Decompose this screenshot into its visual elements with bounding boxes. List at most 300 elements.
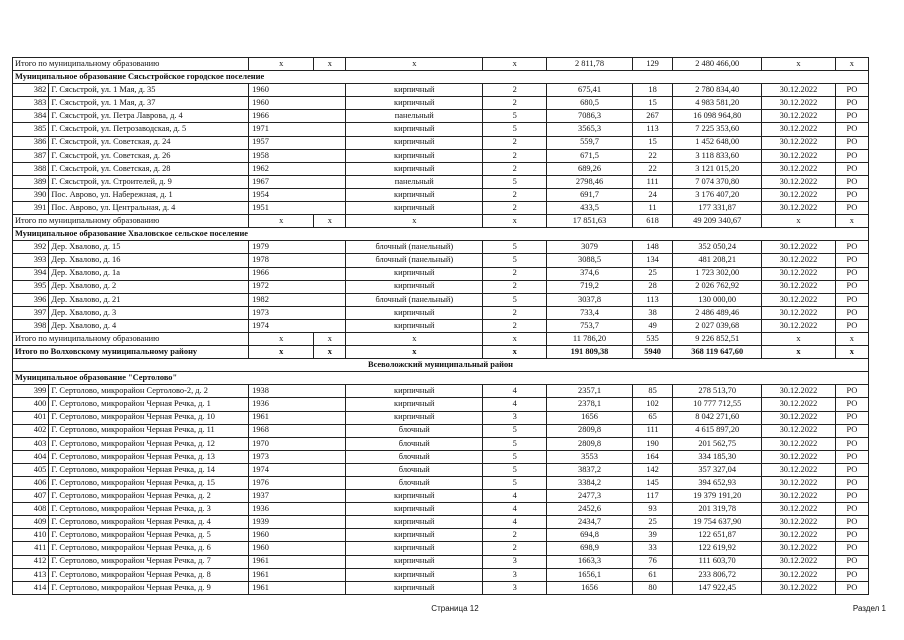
material-cell: блочный (панельный) (346, 254, 483, 267)
address-cell: Г. Сясьстрой, ул. Петрозаводская, д. 5 (49, 123, 249, 136)
table-row (13, 463, 869, 476)
table-row (13, 437, 869, 450)
row-number-cell: 410 (13, 529, 49, 542)
total-x-cell: x (314, 332, 346, 345)
row-number-cell: 397 (13, 306, 49, 319)
table-row (13, 529, 869, 542)
total-x-cell: x (483, 215, 547, 228)
table-row (13, 241, 869, 254)
area-cell: 2434,7 (547, 516, 632, 529)
date-cell: 30.12.2022 (762, 319, 836, 332)
material-cell: блочный (346, 463, 483, 476)
address-cell: Г. Сясьстрой, ул. Советская, д. 24 (49, 136, 249, 149)
row-number-cell: 385 (13, 123, 49, 136)
date-cell: 30.12.2022 (762, 516, 836, 529)
date-cell: 30.12.2022 (762, 149, 836, 162)
cost-cell: 16 098 964,80 (673, 110, 762, 123)
table-row (13, 306, 869, 319)
floors-cell: 2 (483, 267, 547, 280)
municipality-header-row (13, 71, 869, 84)
material-cell: кирпичный (346, 123, 483, 136)
cost-cell: 122 619,92 (673, 542, 762, 555)
table-row (13, 516, 869, 529)
method-cell: РО (835, 503, 868, 516)
table-row (13, 477, 869, 490)
total-label-cell: Итого по муниципальному образованию (13, 332, 249, 345)
address-cell: Дер. Хвалово, д. 3 (49, 306, 249, 319)
address-cell: Пос. Аврово, ул. Набережная, д. 1 (49, 188, 249, 201)
material-cell: панельный (346, 175, 483, 188)
residents-cell: 113 (632, 123, 673, 136)
area-cell: 559,7 (547, 136, 632, 149)
method-cell: РО (835, 306, 868, 319)
row-number-cell: 396 (13, 293, 49, 306)
row-number-cell: 391 (13, 202, 49, 215)
address-cell: Г. Сертолово, микрорайон Черная Речка, д. 3 (49, 503, 249, 516)
address-cell: Г. Сертолово, микрорайон Черная Речка, д. 6 (49, 542, 249, 555)
area-cell: 698,9 (547, 542, 632, 555)
residents-cell: 164 (632, 450, 673, 463)
method-cell: РО (835, 398, 868, 411)
area-cell: 2378,1 (547, 398, 632, 411)
date-cell: 30.12.2022 (762, 411, 836, 424)
area-cell: 2452,6 (547, 503, 632, 516)
total-x-cell: x (835, 215, 868, 228)
row-number-cell: 402 (13, 424, 49, 437)
address-cell: Г. Сясьстрой, ул. 1 Мая, д. 37 (49, 97, 249, 110)
table-row (13, 136, 869, 149)
year-cell: 1973 (249, 306, 346, 319)
table-row (13, 490, 869, 503)
cost-cell: 352 050,24 (673, 241, 762, 254)
total-x-cell: x (249, 332, 314, 345)
material-cell: блочный (346, 424, 483, 437)
row-number-cell: 386 (13, 136, 49, 149)
total-x-cell: x (483, 346, 547, 359)
address-cell: Г. Сертолово, микрорайон Черная Речка, д. 5 (49, 529, 249, 542)
year-cell: 1972 (249, 280, 346, 293)
floors-cell: 3 (483, 411, 547, 424)
total-x-cell: x (835, 346, 868, 359)
material-cell: кирпичный (346, 136, 483, 149)
area-cell: 7086,3 (547, 110, 632, 123)
address-cell: Дер. Хвалово, д. 21 (49, 293, 249, 306)
table-row (13, 123, 869, 136)
total-x-cell: x (762, 346, 836, 359)
municipality-header-row (13, 372, 869, 385)
date-cell: 30.12.2022 (762, 477, 836, 490)
area-cell: 694,8 (547, 529, 632, 542)
row-number-cell: 404 (13, 450, 49, 463)
table-row (13, 188, 869, 201)
floors-cell: 5 (483, 293, 547, 306)
date-cell: 30.12.2022 (762, 490, 836, 503)
row-number-cell: 412 (13, 555, 49, 568)
method-cell: РО (835, 149, 868, 162)
row-number-cell: 390 (13, 188, 49, 201)
method-cell: РО (835, 463, 868, 476)
municipality-header-cell: Муниципальное образование "Сертолово" (13, 372, 869, 385)
residents-cell: 145 (632, 477, 673, 490)
cost-cell: 7 225 353,60 (673, 123, 762, 136)
method-cell: РО (835, 424, 868, 437)
subtotal-row (13, 332, 869, 345)
year-cell: 1960 (249, 84, 346, 97)
total-x-cell: x (314, 215, 346, 228)
year-cell: 1966 (249, 110, 346, 123)
date-cell: 30.12.2022 (762, 162, 836, 175)
date-cell: 30.12.2022 (762, 542, 836, 555)
method-cell: РО (835, 84, 868, 97)
material-cell: кирпичный (346, 490, 483, 503)
table-row (13, 568, 869, 581)
year-cell: 1958 (249, 149, 346, 162)
table-row (13, 175, 869, 188)
cost-cell: 357 327,04 (673, 463, 762, 476)
cost-cell: 481 208,21 (673, 254, 762, 267)
address-cell: Г. Сертолово, микрорайон Черная Речка, д. 13 (49, 450, 249, 463)
table-row (13, 202, 869, 215)
residents-cell: 76 (632, 555, 673, 568)
table-row (13, 450, 869, 463)
address-cell: Г. Сертолово, микрорайон Черная Речка, д. 4 (49, 516, 249, 529)
year-cell: 1938 (249, 385, 346, 398)
address-cell: Г. Сертолово, микрорайон Черная Речка, д. 10 (49, 411, 249, 424)
residents-cell: 28 (632, 280, 673, 293)
district-header-row (13, 359, 869, 372)
cost-cell: 4 615 897,20 (673, 424, 762, 437)
cost-cell: 147 922,45 (673, 581, 762, 594)
method-cell: РО (835, 293, 868, 306)
floors-cell: 5 (483, 463, 547, 476)
material-cell: кирпичный (346, 385, 483, 398)
date-cell: 30.12.2022 (762, 555, 836, 568)
floors-cell: 5 (483, 241, 547, 254)
cost-cell: 1 723 302,00 (673, 267, 762, 280)
area-cell: 374,6 (547, 267, 632, 280)
table-row (13, 542, 869, 555)
table-row (13, 149, 869, 162)
row-number-cell: 383 (13, 97, 49, 110)
date-cell: 30.12.2022 (762, 568, 836, 581)
address-cell: Г. Сертолово, микрорайон Сертолово-2, д. 2 (49, 385, 249, 398)
material-cell: блочный (панельный) (346, 241, 483, 254)
residents-cell: 22 (632, 149, 673, 162)
cost-cell: 233 806,72 (673, 568, 762, 581)
material-cell: кирпичный (346, 97, 483, 110)
floors-cell: 5 (483, 477, 547, 490)
residents-cell: 22 (632, 162, 673, 175)
residents-cell: 39 (632, 529, 673, 542)
total-x-cell: x (346, 346, 483, 359)
section-label: Раздел 1 (852, 604, 886, 613)
address-cell: Г. Сясьстрой, ул. Советская, д. 26 (49, 149, 249, 162)
subtotal-row (13, 58, 869, 71)
area-cell: 3837,2 (547, 463, 632, 476)
address-cell: Пос. Аврово, ул. Центральная, д. 4 (49, 202, 249, 215)
floors-cell: 4 (483, 490, 547, 503)
table-row (13, 293, 869, 306)
residents-cell: 11 (632, 202, 673, 215)
year-cell: 1961 (249, 555, 346, 568)
area-cell: 719,2 (547, 280, 632, 293)
cost-cell: 122 651,87 (673, 529, 762, 542)
total-residents-cell: 5940 (632, 346, 673, 359)
total-cost-cell: 49 209 340,67 (673, 215, 762, 228)
material-cell: кирпичный (346, 319, 483, 332)
floors-cell: 2 (483, 529, 547, 542)
total-x-cell: x (483, 58, 547, 71)
cost-cell: 4 983 581,20 (673, 97, 762, 110)
address-cell: Дер. Хвалово, д. 1а (49, 267, 249, 280)
row-number-cell: 395 (13, 280, 49, 293)
floors-cell: 4 (483, 398, 547, 411)
total-x-cell: x (314, 58, 346, 71)
cost-cell: 278 513,70 (673, 385, 762, 398)
area-cell: 691,7 (547, 188, 632, 201)
residents-cell: 190 (632, 437, 673, 450)
floors-cell: 3 (483, 555, 547, 568)
table-row (13, 254, 869, 267)
residents-cell: 18 (632, 84, 673, 97)
address-cell: Дер. Хвалово, д. 2 (49, 280, 249, 293)
area-cell: 1656 (547, 411, 632, 424)
material-cell: кирпичный (346, 581, 483, 594)
row-number-cell: 405 (13, 463, 49, 476)
residents-cell: 80 (632, 581, 673, 594)
total-x-cell: x (835, 332, 868, 345)
area-cell: 753,7 (547, 319, 632, 332)
table-row (13, 280, 869, 293)
cost-cell: 1 452 648,00 (673, 136, 762, 149)
floors-cell: 4 (483, 516, 547, 529)
row-number-cell: 408 (13, 503, 49, 516)
residents-cell: 15 (632, 136, 673, 149)
address-cell: Дер. Хвалово, д. 15 (49, 241, 249, 254)
date-cell: 30.12.2022 (762, 581, 836, 594)
floors-cell: 4 (483, 385, 547, 398)
address-cell: Г. Сертолово, микрорайон Черная Речка, д. 7 (49, 555, 249, 568)
method-cell: РО (835, 477, 868, 490)
residents-cell: 117 (632, 490, 673, 503)
cost-cell: 8 042 271,60 (673, 411, 762, 424)
method-cell: РО (835, 97, 868, 110)
area-cell: 2809,8 (547, 437, 632, 450)
year-cell: 1976 (249, 477, 346, 490)
housing-register-table (12, 57, 869, 595)
table-row (13, 97, 869, 110)
method-cell: РО (835, 437, 868, 450)
total-area-cell: 17 851,63 (547, 215, 632, 228)
date-cell: 30.12.2022 (762, 463, 836, 476)
row-number-cell: 389 (13, 175, 49, 188)
floors-cell: 2 (483, 149, 547, 162)
year-cell: 1939 (249, 516, 346, 529)
cost-cell: 201 562,75 (673, 437, 762, 450)
method-cell: РО (835, 490, 868, 503)
material-cell: кирпичный (346, 398, 483, 411)
method-cell: РО (835, 123, 868, 136)
row-number-cell: 382 (13, 84, 49, 97)
residents-cell: 111 (632, 175, 673, 188)
date-cell: 30.12.2022 (762, 385, 836, 398)
table-row (13, 267, 869, 280)
method-cell: РО (835, 202, 868, 215)
year-cell: 1978 (249, 254, 346, 267)
grand-total-row (13, 346, 869, 359)
material-cell: блочный (346, 437, 483, 450)
area-cell: 1656,1 (547, 568, 632, 581)
row-number-cell: 394 (13, 267, 49, 280)
floors-cell: 2 (483, 319, 547, 332)
material-cell: блочный (346, 477, 483, 490)
address-cell: Г. Сясьстрой, ул. 1 Мая, д. 35 (49, 84, 249, 97)
cost-cell: 10 777 712,55 (673, 398, 762, 411)
area-cell: 3088,5 (547, 254, 632, 267)
method-cell: РО (835, 188, 868, 201)
cost-cell: 2 486 489,46 (673, 306, 762, 319)
row-number-cell: 401 (13, 411, 49, 424)
date-cell: 30.12.2022 (762, 188, 836, 201)
floors-cell: 3 (483, 581, 547, 594)
year-cell: 1937 (249, 490, 346, 503)
material-cell: кирпичный (346, 188, 483, 201)
municipality-header-cell: Муниципальное образование Хваловское сельское поселение (13, 228, 869, 241)
residents-cell: 134 (632, 254, 673, 267)
material-cell: кирпичный (346, 84, 483, 97)
subtotal-row (13, 215, 869, 228)
area-cell: 733,4 (547, 306, 632, 319)
address-cell: Дер. Хвалово, д. 4 (49, 319, 249, 332)
method-cell: РО (835, 162, 868, 175)
material-cell: кирпичный (346, 411, 483, 424)
year-cell: 1966 (249, 267, 346, 280)
floors-cell: 5 (483, 175, 547, 188)
total-x-cell: x (346, 332, 483, 345)
cost-cell: 3 118 833,60 (673, 149, 762, 162)
residents-cell: 25 (632, 516, 673, 529)
residents-cell: 61 (632, 568, 673, 581)
year-cell: 1982 (249, 293, 346, 306)
address-cell: Г. Сертолово, микрорайон Черная Речка, д. 8 (49, 568, 249, 581)
cost-cell: 177 331,87 (673, 202, 762, 215)
material-cell: кирпичный (346, 162, 483, 175)
date-cell: 30.12.2022 (762, 241, 836, 254)
year-cell: 1957 (249, 136, 346, 149)
cost-cell: 3 176 407,20 (673, 188, 762, 201)
year-cell: 1973 (249, 450, 346, 463)
residents-cell: 267 (632, 110, 673, 123)
date-cell: 30.12.2022 (762, 136, 836, 149)
area-cell: 680,5 (547, 97, 632, 110)
cost-cell: 19 379 191,20 (673, 490, 762, 503)
row-number-cell: 392 (13, 241, 49, 254)
row-number-cell: 407 (13, 490, 49, 503)
table-row (13, 84, 869, 97)
date-cell: 30.12.2022 (762, 503, 836, 516)
date-cell: 30.12.2022 (762, 254, 836, 267)
table-row (13, 385, 869, 398)
total-x-cell: x (346, 215, 483, 228)
material-cell: кирпичный (346, 306, 483, 319)
date-cell: 30.12.2022 (762, 267, 836, 280)
floors-cell: 5 (483, 254, 547, 267)
residents-cell: 102 (632, 398, 673, 411)
floors-cell: 4 (483, 503, 547, 516)
year-cell: 1961 (249, 581, 346, 594)
total-cost-cell: 9 226 852,51 (673, 332, 762, 345)
address-cell: Г. Сертолово, микрорайон Черная Речка, д. 14 (49, 463, 249, 476)
floors-cell: 5 (483, 450, 547, 463)
material-cell: кирпичный (346, 516, 483, 529)
residents-cell: 25 (632, 267, 673, 280)
table-row (13, 411, 869, 424)
table-row (13, 398, 869, 411)
year-cell: 1967 (249, 175, 346, 188)
total-x-cell: x (346, 58, 483, 71)
material-cell: кирпичный (346, 568, 483, 581)
year-cell: 1954 (249, 188, 346, 201)
floors-cell: 2 (483, 97, 547, 110)
total-area-cell: 11 786,20 (547, 332, 632, 345)
material-cell: кирпичный (346, 503, 483, 516)
date-cell: 30.12.2022 (762, 306, 836, 319)
table-row (13, 555, 869, 568)
area-cell: 2798,46 (547, 175, 632, 188)
cost-cell: 2 027 039,68 (673, 319, 762, 332)
total-x-cell: x (762, 58, 836, 71)
residents-cell: 15 (632, 97, 673, 110)
method-cell: РО (835, 136, 868, 149)
total-label-cell: Итого по муниципальному образованию (13, 58, 249, 71)
material-cell: кирпичный (346, 542, 483, 555)
row-number-cell: 399 (13, 385, 49, 398)
year-cell: 1936 (249, 503, 346, 516)
address-cell: Г. Сясьстрой, ул. Строителей, д. 9 (49, 175, 249, 188)
residents-cell: 111 (632, 424, 673, 437)
row-number-cell: 403 (13, 437, 49, 450)
total-x-cell: x (835, 58, 868, 71)
area-cell: 3384,2 (547, 477, 632, 490)
row-number-cell: 400 (13, 398, 49, 411)
floors-cell: 2 (483, 162, 547, 175)
address-cell: Г. Сертолово, микрорайон Черная Речка, д. 11 (49, 424, 249, 437)
floors-cell: 2 (483, 188, 547, 201)
area-cell: 1663,3 (547, 555, 632, 568)
material-cell: панельный (346, 110, 483, 123)
address-cell: Г. Сертолово, микрорайон Черная Речка, д. 15 (49, 477, 249, 490)
address-cell: Г. Сертолово, микрорайон Черная Речка, д. 12 (49, 437, 249, 450)
residents-cell: 65 (632, 411, 673, 424)
table-row (13, 110, 869, 123)
address-cell: Г. Сясьстрой, ул. Петра Лаврова, д. 4 (49, 110, 249, 123)
municipality-header-cell: Муниципальное образование Сясьстройское городское поселение (13, 71, 869, 84)
year-cell: 1968 (249, 424, 346, 437)
total-area-cell: 191 809,38 (547, 346, 632, 359)
area-cell: 3079 (547, 241, 632, 254)
table-row (13, 162, 869, 175)
total-x-cell: x (762, 215, 836, 228)
floors-cell: 2 (483, 280, 547, 293)
floors-cell: 2 (483, 136, 547, 149)
method-cell: РО (835, 411, 868, 424)
material-cell: кирпичный (346, 267, 483, 280)
total-label-cell: Итого по муниципальному образованию (13, 215, 249, 228)
table-row (13, 424, 869, 437)
year-cell: 1962 (249, 162, 346, 175)
floors-cell: 2 (483, 306, 547, 319)
date-cell: 30.12.2022 (762, 450, 836, 463)
